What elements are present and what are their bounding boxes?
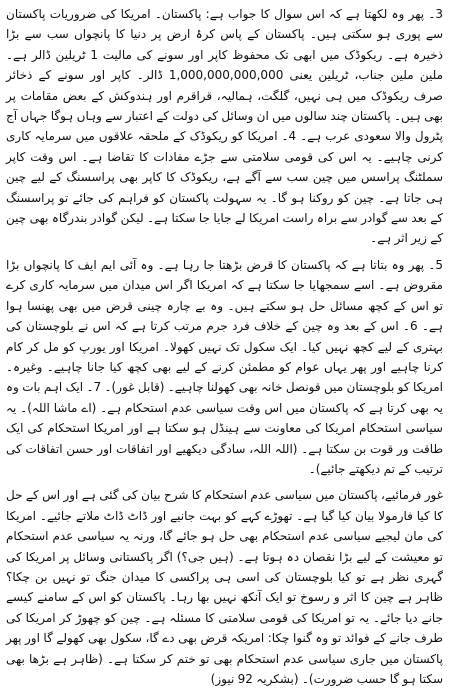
article-paragraph-1: 3۔ پھر وہ لکھتا ہے کہ اس سوال کا جواب ہے: پاکستان۔ امریکا کی ضروریات پاکستان سے پوری ہو سکتی ہیں۔ پاکستان کے پاس کرۂ ارض پر دنیا کا پانچواں سب سے بڑا ذخیرہ ہے۔ ریکوڈک میں ابھی تک محفوظ کاپر اور سونے کی مالیت 1 ٹریلین ڈالر ہے۔ ملین ملین جناب، ٹریلین یعنی 1,000,000,000,000 ڈالر۔ کاپر اور سونے کے ذخائر صرف ریکوڈک میں ہی نہیں، گلگت، ہمالیہ، قراقرم اور ہندوکش کے بعض مقامات پر بھی ہیں۔ پاکستان چند سالوں میں ان وسائل کی دولت کے اعتبار سے وہاں ہوگا جہاں آج پٹرول والا سعودی عرب ہے۔ 4۔ امریکا کو ریکوڈک کے ملحقہ علاقوں میں سرمایہ کاری کرنی چاہیے۔ یہ اس کی قومی سلامتی سے جڑے مفادات کا تقاضا ہے۔ اس وقت کاپر سملٹنگ پراسس میں چین سب سے آگے ہے، ریکوڈک کا کاپر بھی پراسسنگ کے لیے چین ہی جاتا ہے۔ چین کو روکنا ہو گا۔ یہ سہولت پاکستان کو فراہم کی جائے تو پراسسنگ کے بعد سے گوادر سے براہ راست امریکا لے جایا جا سکتا ہے۔ لیکن گوادر بندرگاہ بھی چین کے زیر اثر ہے۔ bbox=[6, 7, 444, 246]
article-paragraph-3: غور فرمائیے، پاکستان میں سیاسی عدم استحکام کا شرح بیان کی گئی ہے اور اس کے حل کا کیا فارمولا بیان کیا گیا ہے۔ تھوڑے کہے کو بہت جانیے اور ڈاٹ ڈاٹ ملاتے جائیے۔ امریکا کی مان لیجیے سیاسی عدم استحکام بھی حل ہو جائے گا، ورنہ یہ سیاسی عدم استحکام تو معیشت کے لیے بڑا نقصان دہ ہوتا ہے۔ (ہیں جی؟) اگر پاکستانی وسائل پر امریکا کی گہری نظر ہے تو کیا بلوچستان کی اسی ہی پراکسی کا میدان جنگ تو نہیں بن چکا؟ ظاہر ہے چین کا اثر و رسوخ تو ایک آنکھ نہیں بھا رہا۔ پاکستان کو اس کے سامنے کیسے جانے دیا جائے۔ یہ تو امریکا کی قومی سلامتی کا مسئلہ ہے۔ چین کو چھوڑ کر امریکا کی طرف جانے کے فوائد تو وہ گنوا چکا: امریکہ قرض بھی دے گا، سکول بھی کھولے گا اور پھر پاکستان میں جاری سیاسی عدم استحکام بھی تو ختم کر سکتا ہے۔ (ظاہر ہے بڑھا بھی سکتا ہو گا حسب ضرورت)۔ (بشکریہ 92 نیوز) bbox=[6, 488, 443, 686]
article-paragraph-2: 5۔ پھر وہ بتاتا ہے کہ پاکستان کا قرض بڑھتا جا رہا ہے۔ وہ آئی ایم ایف کا پانچواں بڑا مقروض ہے۔ اسے سمجھایا جا سکتا ہے کہ امریکا اگر اس میدان میں سرمایہ کاری کرے تو اس کے کچھ مسائل حل ہو سکتے ہیں۔ وہ بے چارہ چینی قرض میں بھی پھنسا ہوا ہے۔ 6۔ اس کے بعد وہ چین کے خلاف فرد جرم مرتب کرتا ہے کہ اس نے بلوچستان کی بہتری کے لیے کچھ نہیں کیا۔ ایک سکول تک نہیں کھولا۔ امریکا اور یورپ کو مل کر کام کرنا چاہیے اور پھر یہاں عوام کو مطمئن کرنے کے لیے بھی کچھ کیا جانا چاہیے۔ وغیرہ۔ امریکا کو بلوچستان میں قونصل خانہ بھی کھولنا چاہیے۔ (قابل غور)۔ 7۔ ایک اہم بات وہ یہ بھی کرتا ہے کہ پاکستان میں اس وقت سیاسی عدم استحکام ہے۔ (اے ماشا اللہ)۔ یہ سیاسی استحکام امریکا کی معاونت سے ہینڈل ہو سکتا ہے اور امریکا استحکام کی ایک طاقت ور قوت بن سکتا ہے۔ (اللہ اللہ، سادگی دیکھیے اور اتفاقات اور حسن اتفاقات کی ترتیب کے تم دیکھتے جائیے)۔ bbox=[6, 257, 443, 476]
